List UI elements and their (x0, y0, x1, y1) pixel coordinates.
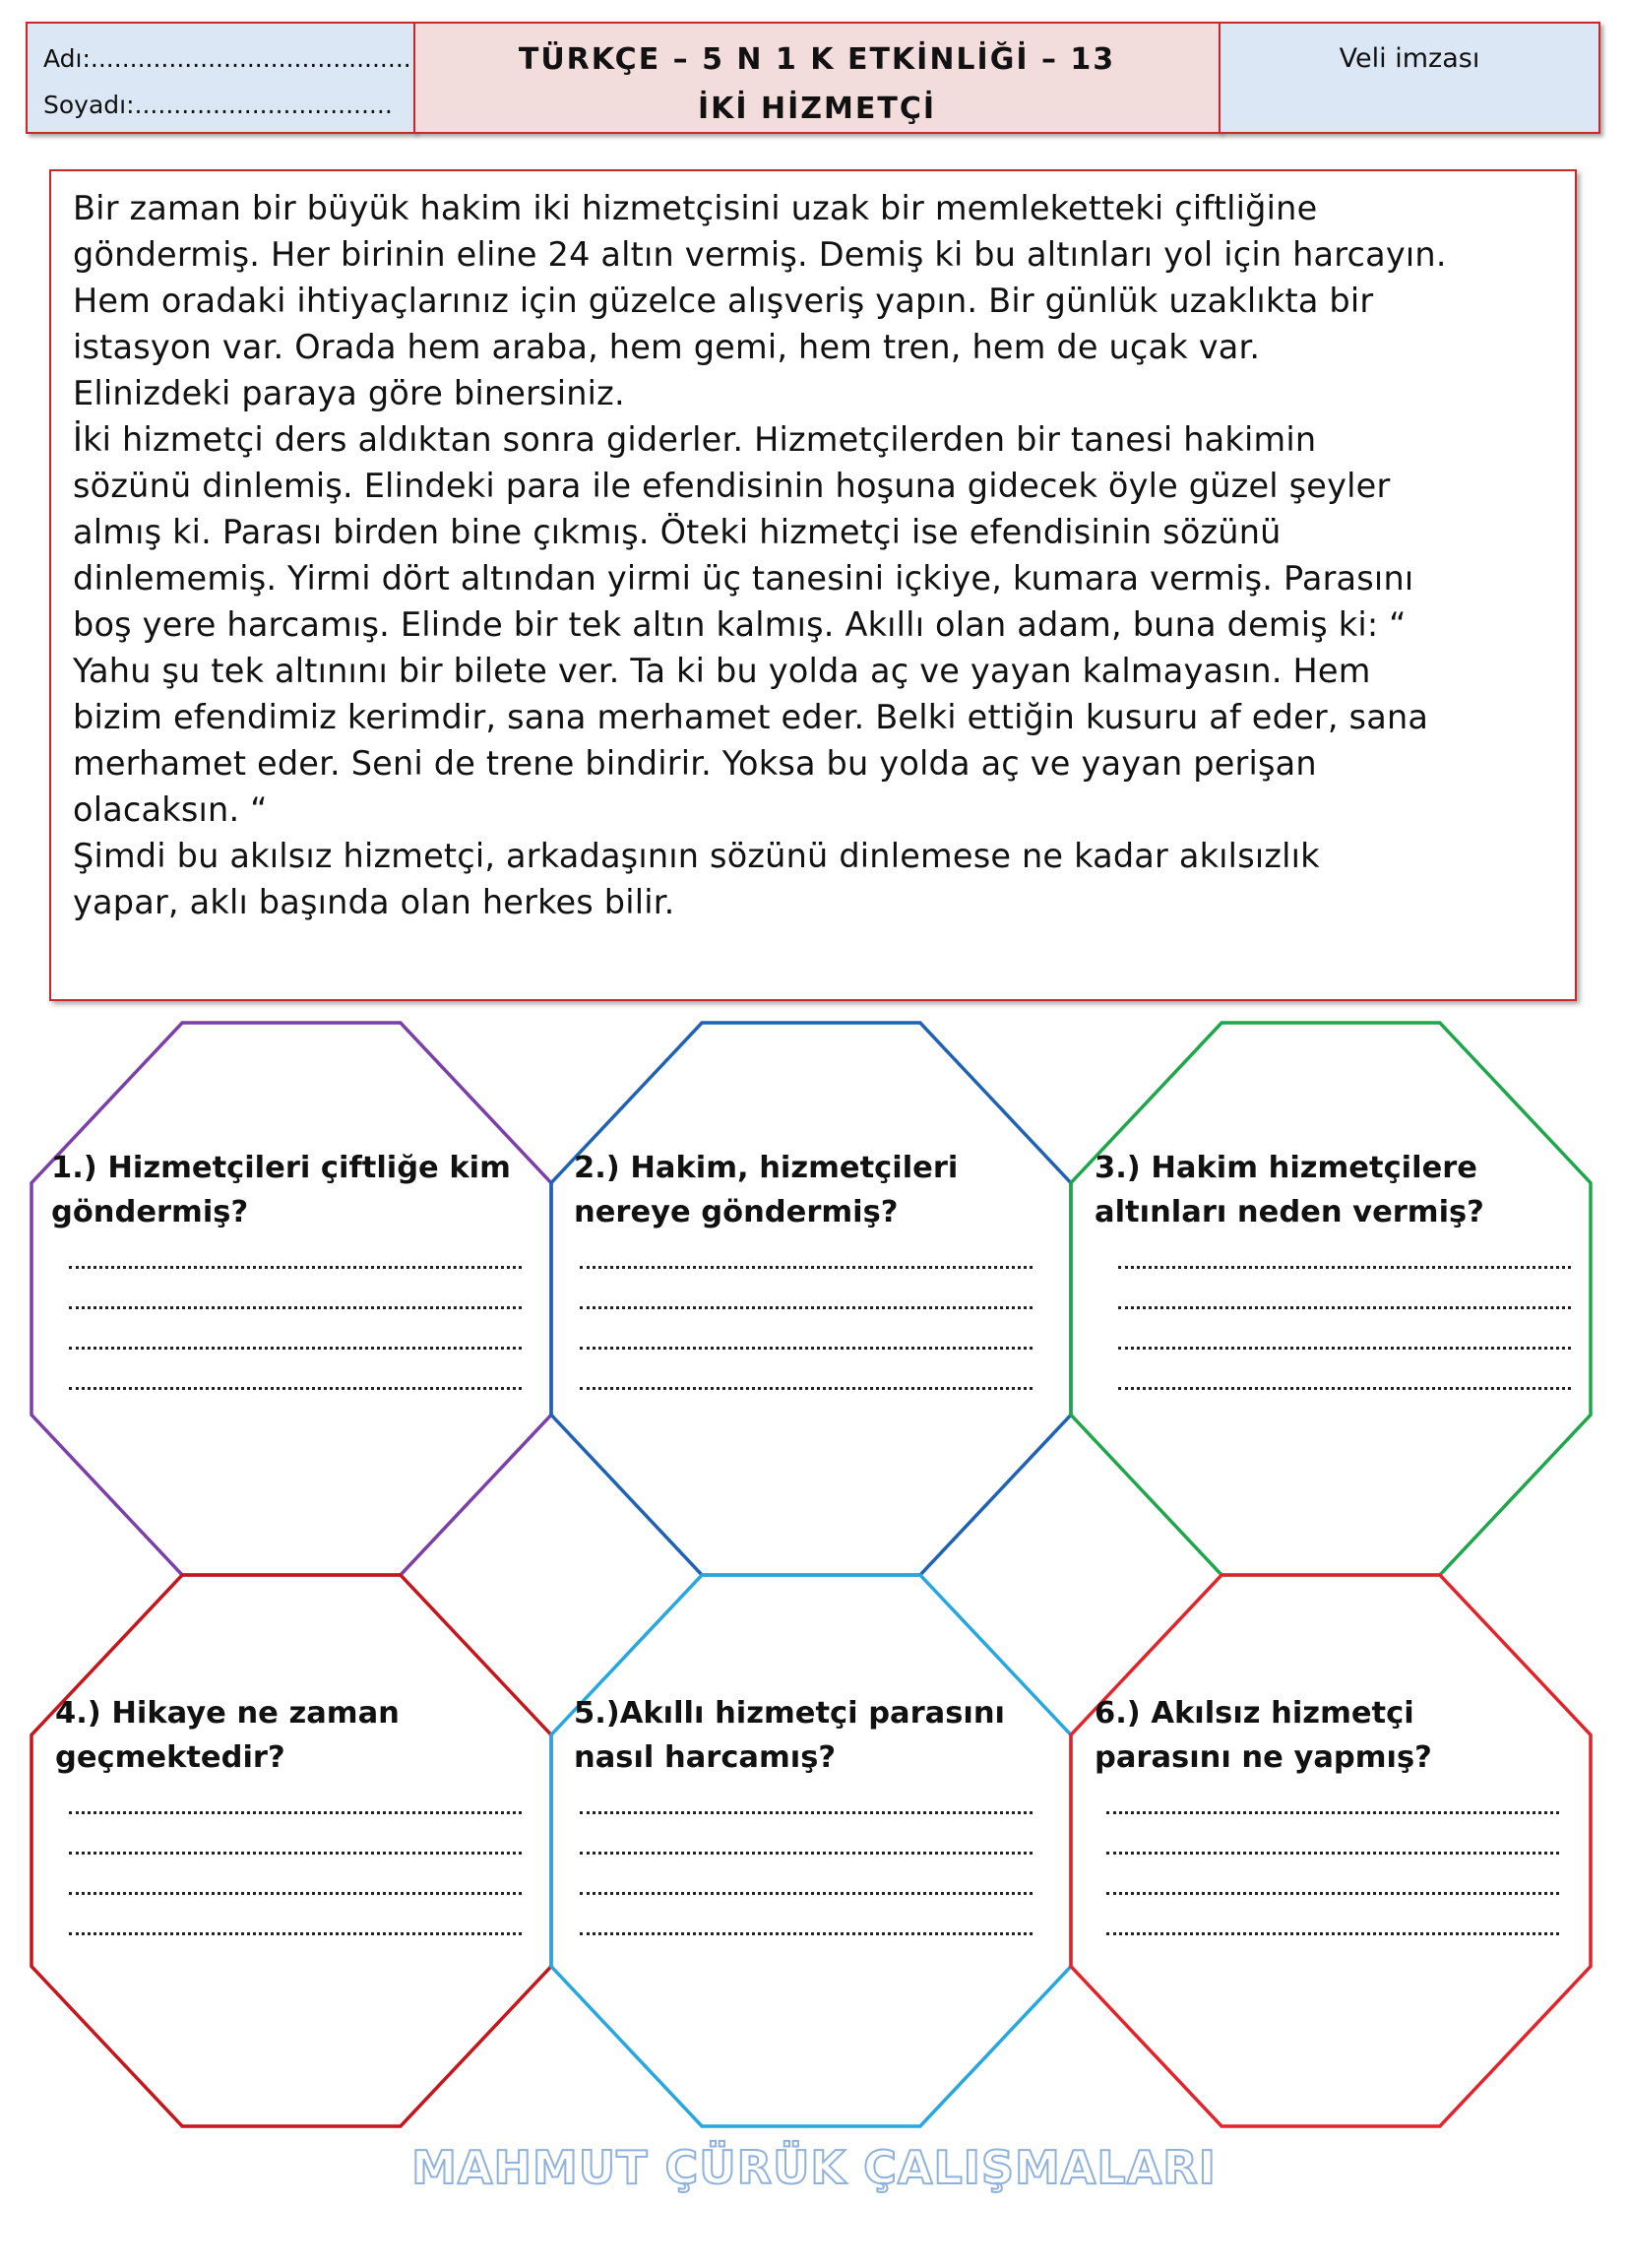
question-3-text: 3.) Hakim hizmetçilere altınları neden vermiş? (1095, 1151, 1484, 1229)
answer-line[interactable] (69, 1852, 522, 1855)
question-3-box (1095, 1146, 1557, 1390)
answer-line[interactable] (1118, 1347, 1571, 1350)
surname-field[interactable]: Soyadı:................................. (43, 91, 393, 119)
answer-line[interactable] (1106, 1852, 1559, 1855)
question-6-text: 6.) Akılsız hizmetçi parasını ne yapmış? (1095, 1696, 1432, 1775)
answer-line[interactable] (69, 1387, 522, 1390)
story-paragraph-2: İki hizmetçi ders aldıktan sonra giderler. Hizmetçilerden bir tanesi hakimin sözünü dinlemiş. Elindeki para ile efendisinin hoşuna gidecek öyle güzel şeyler almış ki. Parası birden bine çıkmış. Öteki hizmetçi ise efendisinin sözünü dinlememiş. Yirmi dört altından yirmi üç tanesini içkiye, kumara vermiş. Parasını boş yere harcamış. Elinde bir tek altın kalmış. Akıllı olan adam, buna demiş ki: “ Yahu şu tek altınını bir bilete ver. Ta ki bu yolda aç ve yayan kalmayasın. Hem bizim efendimiz kerimdir, sana merhamet eder. Belki ettiğin kusuru af eder, sana merhamet eder. Seni de trene bindirir. Yoksa bu yolda aç ve yayan perişan olacaksın. “ (73, 420, 1429, 829)
question-4-text: 4.) Hikaye ne zaman geçmektedir? (55, 1696, 400, 1775)
answer-line[interactable] (580, 1852, 1033, 1855)
answer-line[interactable] (580, 1387, 1033, 1390)
author-watermark: MAHMUT ÇÜRÜK ÇALIŞMALARI (411, 2141, 1217, 2194)
answer-line[interactable] (580, 1306, 1033, 1309)
answer-line[interactable] (69, 1266, 522, 1269)
answer-line[interactable] (69, 1306, 522, 1309)
answer-line[interactable] (1118, 1266, 1571, 1269)
question-4-box (55, 1691, 518, 1935)
name-field[interactable]: Adı:......................................... (43, 44, 411, 73)
worksheet-title: TÜRKÇE – 5 N 1 K ETKİNLİĞİ – 13 (518, 42, 1116, 77)
answer-line[interactable] (580, 1892, 1033, 1895)
question-1-text: 1.) Hizmetçileri çiftliğe kim göndermiş? (51, 1151, 511, 1229)
question-2-text: 2.) Hakim, hizmetçileri nereye göndermiş? (574, 1151, 959, 1229)
answer-line[interactable] (69, 1892, 522, 1895)
question-1-box (51, 1146, 514, 1390)
question-5-text: 5.)Akıllı hizmetçi parasını nasıl harcamış? (574, 1696, 1006, 1775)
answer-line[interactable] (69, 1347, 522, 1350)
story-paragraph-1: Bir zaman bir büyük hakim iki hizmetçisini uzak bir memleketteki çiftliğine göndermiş. Her birinin eline 24 altın vermiş. Demiş ki bu altınları yol için harcayın. Hem oradaki ihtiyaçlarınız için güzelce alışveriş yapın. Bir günlük uzaklıkta bir istasyon var. Orada hem araba, hem gemi, hem tren, hem de uçak var. Elinizdeki paraya göre binersiniz. (73, 189, 1447, 412)
answer-line[interactable] (580, 1266, 1033, 1269)
answer-line[interactable] (1106, 1932, 1559, 1935)
answer-line[interactable] (69, 1811, 522, 1814)
story-paragraph-3: Şimdi bu akılsız hizmetçi, arkadaşının sözünü dinlemese ne kadar akılsızlık yapar, aklı başında olan herkes bilir. (73, 837, 1320, 921)
answer-line[interactable] (1106, 1811, 1559, 1814)
answer-line[interactable] (69, 1932, 522, 1935)
answer-line[interactable] (1118, 1306, 1571, 1309)
question-2-box (574, 1146, 1036, 1390)
story-title: İKİ HİZMETÇİ (697, 92, 937, 126)
answer-line[interactable] (1106, 1892, 1559, 1895)
answer-line[interactable] (580, 1932, 1033, 1935)
answer-line[interactable] (580, 1811, 1033, 1814)
parent-signature-label: Veli imzası (1339, 43, 1480, 74)
answer-line[interactable] (1118, 1387, 1571, 1390)
question-6-box (1095, 1691, 1557, 1935)
question-5-box (574, 1691, 1036, 1935)
answer-line[interactable] (580, 1347, 1033, 1350)
